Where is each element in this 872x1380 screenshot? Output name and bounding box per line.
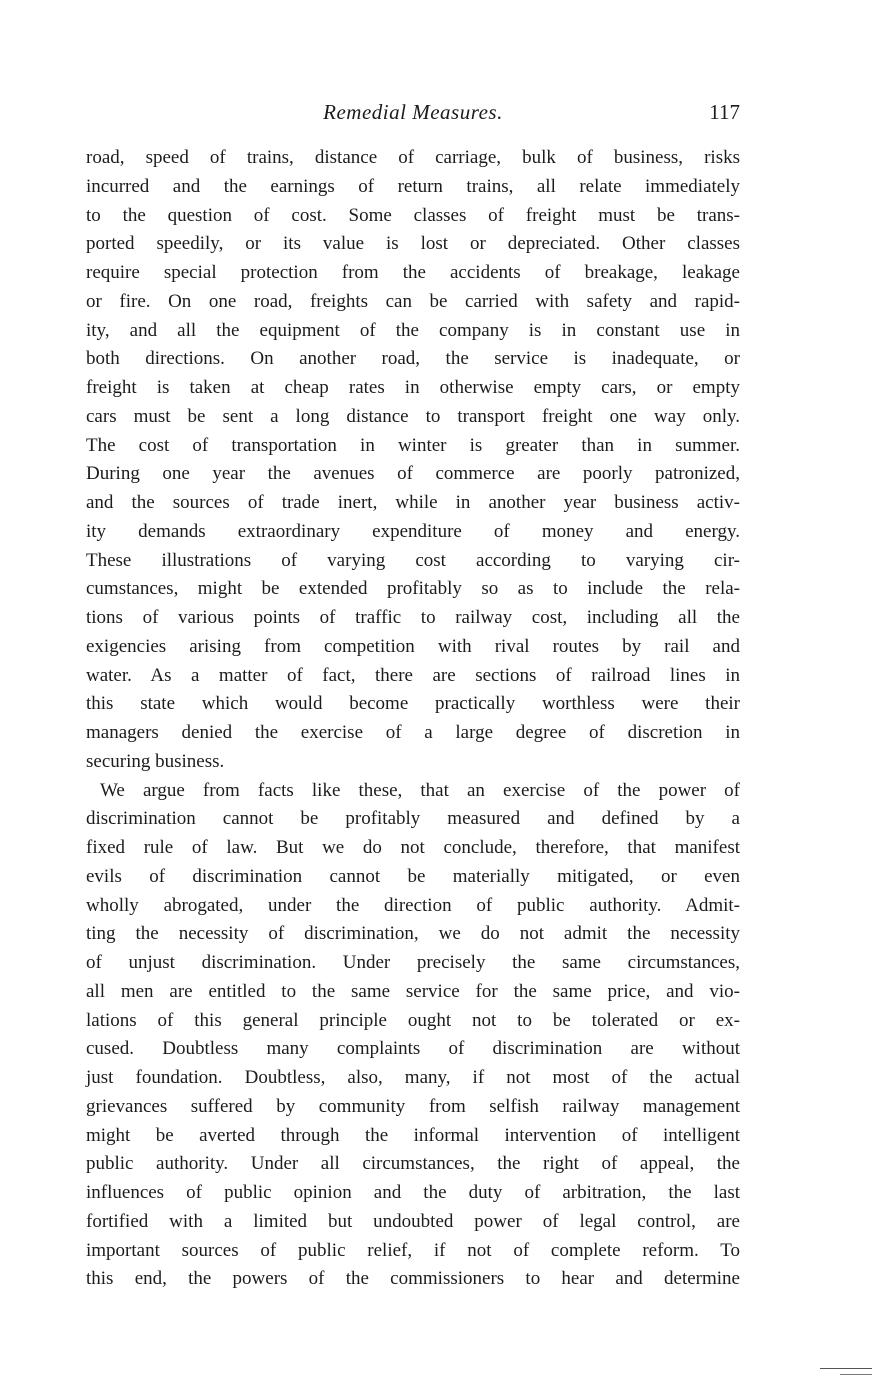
- paragraph: [86, 144, 740, 777]
- text-line: exigencies arising from competition with rival routes by rail and: [86, 635, 740, 657]
- body-text: [86, 144, 740, 1294]
- text-line: These illustrations of varying cost according to varying cir-: [86, 549, 740, 571]
- text-line: ity demands extraordinary expenditure of money and energy.: [86, 520, 740, 542]
- text-line: ting the necessity of discrimination, we do not admit the necessity: [86, 923, 740, 945]
- text-line: ported speedily, or its value is lost or depreciated. Other classes: [86, 233, 740, 255]
- text-line: important sources of public relief, if not of complete reform. To: [86, 1239, 740, 1261]
- text-line: evils of discrimination cannot be materially mitigated, or even: [86, 865, 740, 887]
- text-line: grievances suffered by community from selfish railway management: [86, 1095, 740, 1117]
- text-line: and the sources of trade inert, while in another year business activ-: [86, 492, 740, 513]
- text-line: lations of this general principle ought not to be tolerated or ex-: [86, 1009, 740, 1031]
- text-line: road, speed of trains, distance of carriage, bulk of business, risks: [86, 147, 740, 168]
- text-line: ity, and all the equipment of the company is in constant use in: [86, 319, 740, 341]
- text-line: The cost of transportation in winter is greater than in summer.: [86, 434, 740, 456]
- text-line: or fire. On one road, freights can be carried with safety and rapid-: [86, 290, 740, 312]
- text-line: all men are entitled to the same service for the same price, and vio-: [86, 980, 740, 1002]
- text-line: fortified with a limited but undoubted power of legal control, are: [86, 1210, 740, 1232]
- paragraph: [86, 777, 740, 1295]
- page-number: 117: [709, 100, 740, 124]
- text-line: wholly abrogated, under the direction of public authority. Admit-: [86, 894, 740, 916]
- text-line: discrimination cannot be profitably measured and defined by a: [86, 808, 740, 830]
- text-line: freight is taken at cheap rates in otherwise empty cars, or empty: [86, 377, 740, 398]
- text-line: both directions. On another road, the service is inadequate, or: [86, 348, 740, 370]
- text-line: influences of public opinion and the duty of arbitration, the last: [86, 1182, 740, 1203]
- running-title: Remedial Measures.: [323, 100, 503, 124]
- text-line: incurred and the earnings of return trains, all relate immediately: [86, 175, 740, 197]
- text-line: cars must be sent a long distance to transport freight one way only.: [86, 405, 740, 427]
- text-line: water. As a matter of fact, there are sections of railroad lines in: [86, 664, 740, 686]
- text-line: this end, the powers of the commissioners to hear and determine: [86, 1268, 740, 1290]
- text-line: just foundation. Doubtless, also, many, if not most of the actual: [86, 1067, 740, 1088]
- text-line: of unjust discrimination. Under precisely the same circumstances,: [86, 952, 740, 973]
- text-line: public authority. Under all circumstances, the right of appeal, the: [86, 1153, 740, 1175]
- running-head: [86, 100, 740, 130]
- text-line: this state which would become practically worthless were their: [86, 693, 740, 715]
- text-line: securing business.: [86, 750, 225, 772]
- text-line: cused. Doubtless many complaints of discrimination are without: [86, 1038, 740, 1060]
- margin-rule: [820, 1368, 872, 1369]
- text-line: might be averted through the informal intervention of intelligent: [86, 1124, 740, 1146]
- text-line: tions of various points of traffic to railway cost, including all the: [86, 607, 740, 628]
- margin-rule: [840, 1374, 872, 1375]
- text-line: cumstances, might be extended profitably so as to include the rela-: [86, 578, 740, 600]
- text-line: We argue from facts like these, that an exercise of the power of: [100, 779, 740, 801]
- text-line: During one year the avenues of commerce are poorly patronized,: [86, 463, 740, 485]
- text-line: to the question of cost. Some classes of freight must be trans-: [86, 204, 740, 226]
- text-line: fixed rule of law. But we do not conclude, therefore, that manifest: [86, 837, 740, 858]
- text-line: managers denied the exercise of a large degree of discretion in: [86, 722, 740, 743]
- text-line: require special protection from the accidents of breakage, leakage: [86, 262, 740, 283]
